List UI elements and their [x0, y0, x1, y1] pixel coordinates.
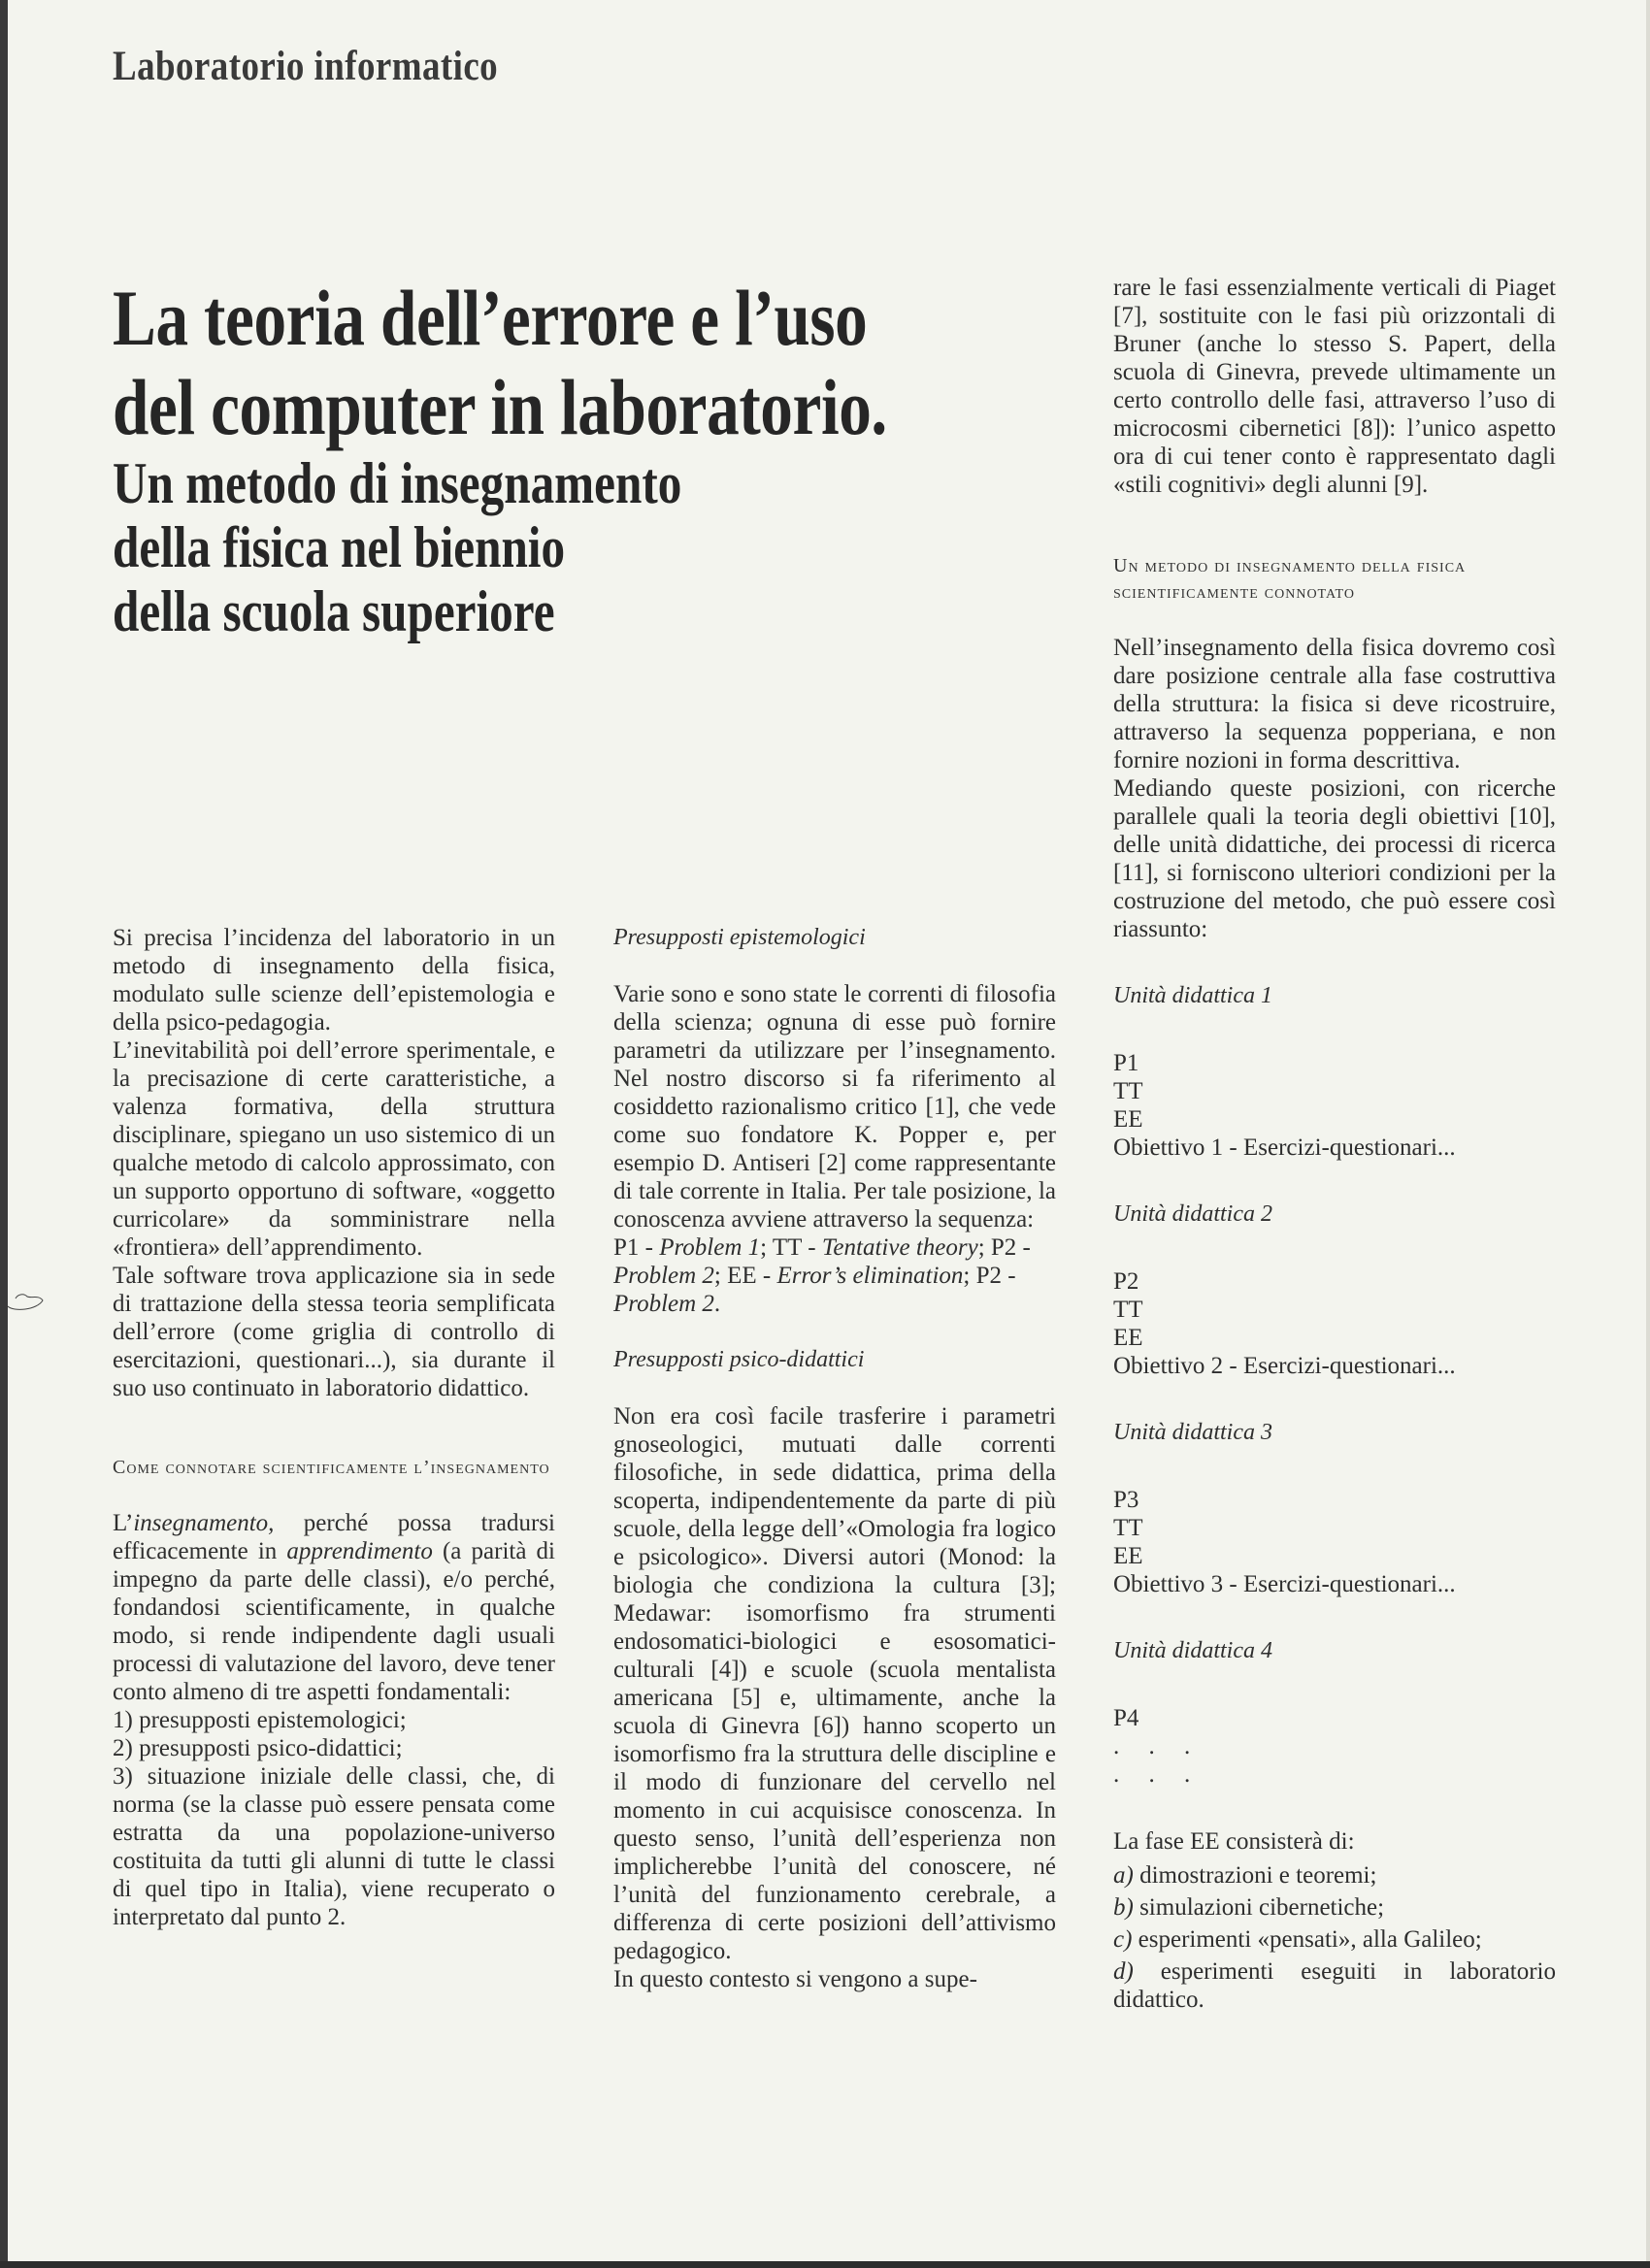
unit-line: EE: [1113, 1106, 1143, 1133]
ee-text: dimostrazioni e teoremi;: [1133, 1862, 1377, 1889]
unit-line: P1: [1113, 1050, 1139, 1076]
intro-paragraph-1: Si precisa l’incidenza del laboratorio in un metodo di insegnamento della fisica, modulato sulle scienze dell’epistemologia e della psico-pedagogia.: [113, 925, 555, 1035]
text-run: perché possa tradursi efficacemente in: [113, 1510, 555, 1564]
section-heading-come-connotare: Come connotare scientificamente l’insegnamento: [113, 1457, 550, 1478]
unit-line: P2: [1113, 1268, 1139, 1295]
seq-code: P2 -: [990, 1234, 1031, 1261]
seq-sep: ;: [977, 1234, 991, 1261]
unit-title: Unità didattica 3: [1113, 1420, 1272, 1445]
seq-sep: ;: [713, 1263, 728, 1289]
section-header: Laboratorio informatico: [113, 44, 499, 89]
ee-marker: b): [1113, 1894, 1134, 1921]
unit-title: Unità didattica 1: [1113, 983, 1272, 1008]
unit-block-2: [1113, 1200, 1556, 1380]
text-run: (a parità di impegno da parte delle classi), e/o perché, fondandosi scientificamente, in qualche modo, si rende indipendente dagli usuali processi di valutazione del lavoro, deve tener conto almeno di tre aspetti fondamentali:: [113, 1538, 556, 1705]
emphasis-insegnamento: insegnamento,: [133, 1510, 275, 1536]
seq-code: P1 -: [613, 1234, 660, 1261]
paragraph-psico-didattici: Non era così facile trasferire i parametri gnoseologici, mutuati dalle correnti filosofiche, in sede didattica, prima della scoperta, indipendentemente da parte di più scuole, della legge dell’«Omologia fra logico e psicologico». Diversi autori (Monod: la biologia che condiziona la cultura [3]; Medawar: isomorfismo fra strumenti endosomatici-biologici e esosomatici-culturali [4]) e scuole (scuola mentalista americana [5] e, ultimamente, anche la scuola di Ginevra [6]) hanno scoperto un isomorfismo fra la struttura delle discipline e il modo di funzionare del cervello nel momento in cui acquisisce conoscenza. In questo senso, l’unità dell’esperienza non implicherebbe l’unità del conoscere, né l’unità del funzionamento cerebrale, a differenza di certe posizioni dell’attivismo pedagogico.: [613, 1403, 1056, 1964]
column-2: [613, 924, 1056, 1993]
list-item-2: 2) presupposti psico-didattici;: [113, 1735, 403, 1761]
unit-objective: Obiettivo 2 - Esercizi-questionari...: [1113, 1353, 1456, 1379]
seq-label: Error’s elimination: [776, 1263, 964, 1289]
ee-item-d: [1113, 1957, 1556, 2014]
emphasis-apprendimento: apprendimento: [286, 1538, 433, 1564]
paragraph-epistemologici: Varie sono e sono state le correnti di filosofia della scienza; ognuna di esse può fornire parametri da utilizzare per l’insegnamento. Nel nostro discorso si fa riferimento al cosiddetto razionalismo critico [1], che vede come suo fondatore K. Popper e, per esempio D. Antiseri [2] come rappresentante di tale corrente in Italia. Per tale posizione, la conoscenza avviene attraverso la sequenza:: [613, 981, 1056, 1233]
subtitle-line-3: della scuola superiore: [113, 579, 555, 643]
unit-title: Unità didattica 4: [1113, 1638, 1272, 1663]
seq-code: TT -: [772, 1234, 822, 1261]
pen-mark-doodle: [6, 1291, 45, 1314]
seq-label: Problem 2: [613, 1263, 714, 1289]
title-line-2: del computer in laboratorio.: [113, 363, 887, 451]
body-paragraph-insegnamento: [113, 1509, 555, 1706]
paragraph-piaget-bruner: rare le fasi essenzialmente verticali di Piaget [7], sostituite con le fasi più orizzontali di Bruner (anche lo stesso S. Papert, della scuola di Ginevra, prevede ultimamente un certo controllo delle fasi, attraverso l’uso di microcosmi cibernetici [8]): l’unico aspetto ora di cui tener conto è rappresentato dagli «stili cognitivi» degli alunni [9].: [1113, 275, 1556, 498]
unit-block-3: [1113, 1419, 1556, 1598]
seq-sep: .: [713, 1291, 721, 1317]
page-edge-right: [1646, 0, 1650, 2268]
subtitle-line-2: della fisica nel biennio: [113, 515, 566, 579]
ee-text: esperimenti «pensati», alla Galileo;: [1132, 1926, 1482, 1953]
ee-marker: c): [1113, 1926, 1133, 1953]
list-item-3: 3) situazione iniziale delle classi, che, di norma (se la classe può essere pensata come estratta da una popolazione-universo costituita da tutti gli alunni di tutte le classi di quel tipo in Italia), viene recuperato o interpretato dal punto 2.: [113, 1763, 555, 1930]
paragraph-insegnamento-fisica: Nell’insegnamento della fisica dovremo così dare posizione centrale alla fase costruttiva della struttura: la fisica si deve ricostruire, attraverso la sequenza popperiana, e non fornire nozioni in forma descrittiva.: [1113, 635, 1556, 773]
ee-text: simulazioni cibernetiche;: [1133, 1894, 1385, 1921]
seq-sep: ;: [963, 1263, 976, 1289]
column-3: [1113, 274, 1556, 2014]
unit-line: TT: [1113, 1297, 1143, 1323]
paragraph-mediando: Mediando queste posizioni, con ricerche parallele quali la teoria degli obiettivi [10], delle unità didattiche, dei processi di ricerca [11], si forniscono ulteriori condizioni per la costruzione del metodo, che può essere così riassunto:: [1113, 775, 1556, 942]
unit-ellipsis: . . .: [1113, 1761, 1203, 1788]
unit-line: EE: [1113, 1543, 1143, 1569]
unit-line: EE: [1113, 1325, 1143, 1351]
unit-block-4: [1113, 1637, 1556, 1789]
seq-label: Problem 1: [659, 1234, 761, 1261]
seq-label: Tentative theory: [821, 1234, 978, 1261]
section-heading-un-metodo: Un metodo di insegnamento della fisica scientificamente connotato: [1113, 555, 1467, 603]
subheading-presupposti-epistemologici: Presupposti epistemologici: [613, 925, 866, 950]
popper-sequence: [613, 1233, 1056, 1318]
unit-block-1: [1113, 982, 1556, 1162]
unit-title: Unità didattica 2: [1113, 1201, 1272, 1227]
ee-item-c: [1113, 1925, 1556, 1954]
ee-item-b: [1113, 1893, 1556, 1922]
unit-objective: Obiettivo 3 - Esercizi-questionari...: [1113, 1571, 1456, 1597]
paragraph-contesto: In questo contesto si vengono a supe-: [613, 1966, 977, 1992]
unit-line: TT: [1113, 1515, 1143, 1541]
seq-label: Problem 2: [613, 1291, 714, 1317]
text-run: L’: [113, 1510, 134, 1536]
ee-marker: d): [1113, 1958, 1134, 1985]
page-edge-left: [0, 0, 8, 2268]
list-item-1: 1) presupposti epistemologici;: [113, 1707, 407, 1733]
page-edge-bottom: [0, 2261, 1650, 2268]
subtitle-line-1: Un metodo di insegnamento: [113, 451, 682, 515]
ee-intro: La fase EE consisterà di:: [1113, 1828, 1355, 1855]
seq-sep: ;: [760, 1234, 773, 1261]
unit-line: P3: [1113, 1487, 1139, 1513]
intro-paragraph-2: L’inevitabilità poi dell’errore sperimentale, e la precisazione di certe caratteristiche, a valenza formativa, della struttura disciplinare, spiegano un uso sistemico di un qualche metodo di calcolo approssimato, con un supporto opportuno di software, «oggetto curricolare» da somministrare nella «frontiera» dell’apprendimento.: [113, 1037, 555, 1261]
title-line-1: La teoria dell’errore e l’uso: [113, 274, 868, 362]
unit-line: TT: [1113, 1078, 1143, 1104]
unit-line: P4: [1113, 1705, 1139, 1731]
column-1: [113, 924, 555, 1931]
subheading-presupposti-psico-didattici: Presupposti psico-didattici: [613, 1347, 865, 1372]
intro-paragraph-3: Tale software trova applicazione sia in sede di trattazione della stessa teoria semplificata dell’errore (come griglia di controllo di esercitazioni, questionari...), sia durante il suo uso continuato in laboratorio didattico.: [113, 1263, 555, 1401]
ee-marker: a): [1113, 1862, 1134, 1889]
article-title: [113, 274, 1068, 644]
ee-text: esperimenti eseguiti in laboratorio didattico.: [1113, 1958, 1556, 2013]
ee-item-a: [1113, 1861, 1556, 1890]
seq-code: P2 -: [975, 1263, 1016, 1289]
unit-ellipsis: . . .: [1113, 1733, 1203, 1759]
unit-objective: Obiettivo 1 - Esercizi-questionari...: [1113, 1134, 1456, 1161]
seq-code: EE -: [727, 1263, 777, 1289]
